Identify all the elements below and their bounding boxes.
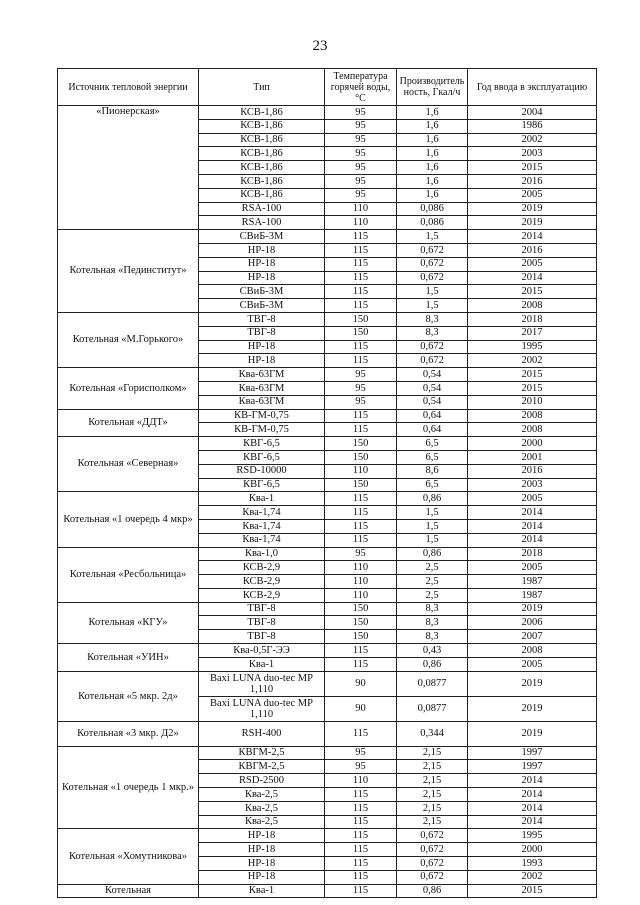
table-row (58, 437, 597, 451)
year-cell: 2019 (468, 202, 597, 216)
year-cell: 2010 (468, 395, 597, 409)
type-cell: Ква-1,0 (199, 547, 325, 561)
capacity-cell: 8,3 (397, 616, 468, 630)
type-cell: Ква-1 (199, 884, 325, 898)
type-cell: СВиБ-3М (199, 299, 325, 313)
year-cell: 2004 (468, 106, 597, 120)
temp-cell: 115 (325, 644, 397, 658)
source-cell: Котельная (58, 884, 199, 898)
source-cell: Котельная «КГУ» (58, 602, 199, 643)
year-cell: 1997 (468, 746, 597, 760)
temp-cell: 95 (325, 381, 397, 395)
capacity-cell: 2,5 (397, 588, 468, 602)
temp-cell: 115 (325, 299, 397, 313)
type-cell: СВиБ-3М (199, 230, 325, 244)
type-cell: ТВГ-8 (199, 312, 325, 326)
year-cell: 2015 (468, 285, 597, 299)
temp-cell: 115 (325, 884, 397, 898)
capacity-cell: 0,086 (397, 216, 468, 230)
year-cell: 2014 (468, 815, 597, 829)
header-capacity: Производитель ность, Гкал/ч (397, 69, 468, 106)
type-cell: Ква-1 (199, 657, 325, 671)
type-cell: КВГ-6,5 (199, 437, 325, 451)
table-row (58, 230, 597, 244)
type-cell: КВГ-6,5 (199, 450, 325, 464)
type-cell: НР-18 (199, 857, 325, 871)
type-cell: КСВ-1,86 (199, 174, 325, 188)
capacity-cell: 1,5 (397, 506, 468, 520)
header-type: Тип (199, 69, 325, 106)
year-cell: 2005 (468, 257, 597, 271)
temp-cell: 90 (325, 671, 397, 696)
source-cell: Котельная «1 очередь 1 мкр.» (58, 746, 199, 829)
year-cell: 2005 (468, 561, 597, 575)
temp-cell: 95 (325, 133, 397, 147)
capacity-cell: 1,5 (397, 230, 468, 244)
temp-cell: 150 (325, 616, 397, 630)
type-cell: Ква-1,74 (199, 519, 325, 533)
capacity-cell: 0,344 (397, 721, 468, 746)
year-cell: 2015 (468, 381, 597, 395)
capacity-cell: 0,672 (397, 843, 468, 857)
capacity-cell: 0,672 (397, 829, 468, 843)
capacity-cell: 1,6 (397, 161, 468, 175)
temp-cell: 115 (325, 857, 397, 871)
year-cell: 2008 (468, 299, 597, 313)
year-cell: 2019 (468, 696, 597, 721)
type-cell: ТВГ-8 (199, 602, 325, 616)
temp-cell: 95 (325, 746, 397, 760)
type-cell: КСВ-1,86 (199, 133, 325, 147)
capacity-cell: 2,15 (397, 774, 468, 788)
source-cell: Котельная «5 мкр. 2д» (58, 671, 199, 721)
type-cell: Ква-1 (199, 492, 325, 506)
temp-cell: 115 (325, 354, 397, 368)
source-cell: Котельная «3 мкр. Д2» (58, 721, 199, 746)
capacity-cell: 8,3 (397, 630, 468, 644)
year-cell: 2016 (468, 174, 597, 188)
temp-cell: 115 (325, 257, 397, 271)
type-cell: КВГМ-2,5 (199, 746, 325, 760)
capacity-cell: 0,64 (397, 409, 468, 423)
temp-cell: 115 (325, 285, 397, 299)
temp-cell: 95 (325, 188, 397, 202)
table-row (58, 312, 597, 326)
year-cell: 1987 (468, 588, 597, 602)
type-cell: RSD-10000 (199, 464, 325, 478)
capacity-cell: 2,15 (397, 815, 468, 829)
type-cell: Baxi LUNA duo-tec MP 1,110 (199, 696, 325, 721)
year-cell: 1986 (468, 119, 597, 133)
year-cell: 2008 (468, 423, 597, 437)
type-cell: КСВ-1,86 (199, 119, 325, 133)
type-cell: Ква-1,74 (199, 506, 325, 520)
table-row (58, 547, 597, 561)
table-row (58, 671, 597, 696)
capacity-cell: 1,5 (397, 299, 468, 313)
table-row (58, 106, 597, 120)
table-row (58, 644, 597, 658)
year-cell: 2014 (468, 230, 597, 244)
temp-cell: 110 (325, 774, 397, 788)
temp-cell: 150 (325, 312, 397, 326)
temp-cell: 95 (325, 106, 397, 120)
table-row (58, 368, 597, 382)
type-cell: RSA-100 (199, 216, 325, 230)
capacity-cell: 0,64 (397, 423, 468, 437)
type-cell: НР-18 (199, 243, 325, 257)
year-cell: 2017 (468, 326, 597, 340)
capacity-cell: 0,86 (397, 884, 468, 898)
year-cell: 2002 (468, 133, 597, 147)
type-cell: ТВГ-8 (199, 326, 325, 340)
capacity-cell: 0,86 (397, 492, 468, 506)
table-row (58, 602, 597, 616)
source-cell: Котельная «М.Горького» (58, 312, 199, 367)
table-row (58, 492, 597, 506)
temp-cell: 115 (325, 721, 397, 746)
type-cell: ТВГ-8 (199, 616, 325, 630)
temp-cell: 115 (325, 657, 397, 671)
year-cell: 2019 (468, 602, 597, 616)
year-cell: 2014 (468, 774, 597, 788)
temp-cell: 115 (325, 271, 397, 285)
capacity-cell: 8,3 (397, 602, 468, 616)
type-cell: КВГМ-2,5 (199, 760, 325, 774)
header-source: Источник тепловой энергии (58, 69, 199, 106)
temp-cell: 95 (325, 119, 397, 133)
capacity-cell: 0,672 (397, 257, 468, 271)
year-cell: 2014 (468, 506, 597, 520)
type-cell: RSD-2500 (199, 774, 325, 788)
capacity-cell: 0,672 (397, 870, 468, 884)
temp-cell: 115 (325, 243, 397, 257)
year-cell: 2015 (468, 368, 597, 382)
capacity-cell: 6,5 (397, 437, 468, 451)
capacity-cell: 0,086 (397, 202, 468, 216)
year-cell: 1993 (468, 857, 597, 871)
boiler-equipment-table (57, 68, 597, 898)
temp-cell: 95 (325, 395, 397, 409)
type-cell: НР-18 (199, 354, 325, 368)
capacity-cell: 1,5 (397, 285, 468, 299)
year-cell: 2003 (468, 147, 597, 161)
capacity-cell: 1,5 (397, 533, 468, 547)
capacity-cell: 6,5 (397, 450, 468, 464)
year-cell: 2003 (468, 478, 597, 492)
year-cell: 2005 (468, 492, 597, 506)
capacity-cell: 2,15 (397, 801, 468, 815)
type-cell: КСВ-1,86 (199, 161, 325, 175)
capacity-cell: 0,54 (397, 395, 468, 409)
year-cell: 2019 (468, 721, 597, 746)
capacity-cell: 2,5 (397, 561, 468, 575)
year-cell: 2008 (468, 644, 597, 658)
temp-cell: 110 (325, 575, 397, 589)
source-cell: Котельная «Горисполком» (58, 368, 199, 409)
table-row (58, 721, 597, 746)
type-cell: Ква-1,74 (199, 533, 325, 547)
type-cell: ТВГ-8 (199, 630, 325, 644)
capacity-cell: 2,5 (397, 575, 468, 589)
year-cell: 2016 (468, 464, 597, 478)
temp-cell: 110 (325, 588, 397, 602)
capacity-cell: 0,0877 (397, 671, 468, 696)
type-cell: КСВ-2,9 (199, 588, 325, 602)
capacity-cell: 2,15 (397, 760, 468, 774)
temp-cell: 115 (325, 533, 397, 547)
temp-cell: 110 (325, 216, 397, 230)
type-cell: Baxi LUNA duo-tec MP 1,110 (199, 671, 325, 696)
source-cell: Котельная «Ресбольница» (58, 547, 199, 602)
capacity-cell: 8,3 (397, 312, 468, 326)
temp-cell: 110 (325, 464, 397, 478)
temp-cell: 115 (325, 423, 397, 437)
year-cell: 2015 (468, 884, 597, 898)
year-cell: 2000 (468, 437, 597, 451)
temp-cell: 150 (325, 602, 397, 616)
temp-cell: 95 (325, 174, 397, 188)
type-cell: КСВ-1,86 (199, 147, 325, 161)
type-cell: СВиБ-3М (199, 285, 325, 299)
capacity-cell: 2,15 (397, 746, 468, 760)
year-cell: 2006 (468, 616, 597, 630)
year-cell: 2001 (468, 450, 597, 464)
type-cell: Ква-0,5Г-ЭЭ (199, 644, 325, 658)
table-body (58, 106, 597, 898)
table-row (58, 409, 597, 423)
year-cell: 2007 (468, 630, 597, 644)
year-cell: 1995 (468, 829, 597, 843)
temp-cell: 150 (325, 478, 397, 492)
capacity-cell: 1,6 (397, 119, 468, 133)
temp-cell: 115 (325, 829, 397, 843)
temp-cell: 115 (325, 492, 397, 506)
temp-cell: 95 (325, 368, 397, 382)
type-cell: КВГ-6,5 (199, 478, 325, 492)
capacity-cell: 0,54 (397, 368, 468, 382)
capacity-cell: 1,6 (397, 106, 468, 120)
year-cell: 2014 (468, 533, 597, 547)
temp-cell: 115 (325, 815, 397, 829)
type-cell: Ква-2,5 (199, 788, 325, 802)
source-cell: Котельная «ДДТ» (58, 409, 199, 437)
capacity-cell: 1,6 (397, 174, 468, 188)
capacity-cell: 6,5 (397, 478, 468, 492)
source-cell: «Пионерская» (58, 106, 199, 230)
year-cell: 2002 (468, 354, 597, 368)
header-year: Год ввода в эксплуатацию (468, 69, 597, 106)
temp-cell: 95 (325, 161, 397, 175)
temp-cell: 115 (325, 340, 397, 354)
type-cell: НР-18 (199, 340, 325, 354)
year-cell: 2002 (468, 870, 597, 884)
capacity-cell: 0,672 (397, 857, 468, 871)
capacity-cell: 1,6 (397, 147, 468, 161)
type-cell: Ква-63ГМ (199, 368, 325, 382)
temp-cell: 95 (325, 760, 397, 774)
table-row (58, 746, 597, 760)
type-cell: КВ-ГМ-0,75 (199, 409, 325, 423)
temp-cell: 110 (325, 561, 397, 575)
capacity-cell: 0,672 (397, 354, 468, 368)
temp-cell: 150 (325, 450, 397, 464)
type-cell: НР-18 (199, 829, 325, 843)
temp-cell: 115 (325, 230, 397, 244)
page-number: 23 (312, 38, 328, 54)
temp-cell: 115 (325, 788, 397, 802)
temp-cell: 95 (325, 147, 397, 161)
header-temperature: Температура горячей воды, °С (325, 69, 397, 106)
type-cell: НР-18 (199, 271, 325, 285)
capacity-cell: 0,0877 (397, 696, 468, 721)
type-cell: RSA-100 (199, 202, 325, 216)
capacity-cell: 1,6 (397, 188, 468, 202)
year-cell: 2018 (468, 312, 597, 326)
temp-cell: 115 (325, 409, 397, 423)
capacity-cell: 0,43 (397, 644, 468, 658)
capacity-cell: 0,672 (397, 271, 468, 285)
type-cell: КСВ-2,9 (199, 561, 325, 575)
year-cell: 2014 (468, 271, 597, 285)
type-cell: НР-18 (199, 257, 325, 271)
source-cell: Котельная «Северная» (58, 437, 199, 492)
year-cell: 2000 (468, 843, 597, 857)
year-cell: 1995 (468, 340, 597, 354)
capacity-cell: 0,672 (397, 340, 468, 354)
type-cell: КВ-ГМ-0,75 (199, 423, 325, 437)
table-row (58, 884, 597, 898)
table-row (58, 829, 597, 843)
capacity-cell: 2,15 (397, 788, 468, 802)
table-header-row (58, 69, 597, 106)
year-cell: 2014 (468, 519, 597, 533)
type-cell: КСВ-1,86 (199, 188, 325, 202)
temp-cell: 110 (325, 202, 397, 216)
temp-cell: 150 (325, 630, 397, 644)
year-cell: 2019 (468, 671, 597, 696)
year-cell: 2015 (468, 161, 597, 175)
temp-cell: 115 (325, 519, 397, 533)
capacity-cell: 1,5 (397, 519, 468, 533)
temp-cell: 150 (325, 437, 397, 451)
type-cell: НР-18 (199, 843, 325, 857)
type-cell: КСВ-2,9 (199, 575, 325, 589)
type-cell: Ква-2,5 (199, 801, 325, 815)
source-cell: Котельная «Пединститут» (58, 230, 199, 313)
temp-cell: 90 (325, 696, 397, 721)
capacity-cell: 1,6 (397, 133, 468, 147)
type-cell: Ква-2,5 (199, 815, 325, 829)
type-cell: НР-18 (199, 870, 325, 884)
year-cell: 1987 (468, 575, 597, 589)
type-cell: Ква-63ГМ (199, 381, 325, 395)
temp-cell: 115 (325, 506, 397, 520)
capacity-cell: 8,6 (397, 464, 468, 478)
source-cell: Котельная «Хомутникова» (58, 829, 199, 884)
type-cell: RSH-400 (199, 721, 325, 746)
temp-cell: 115 (325, 843, 397, 857)
year-cell: 2014 (468, 788, 597, 802)
temp-cell: 115 (325, 870, 397, 884)
year-cell: 2005 (468, 657, 597, 671)
year-cell: 2008 (468, 409, 597, 423)
year-cell: 2019 (468, 216, 597, 230)
year-cell: 2014 (468, 801, 597, 815)
capacity-cell: 0,54 (397, 381, 468, 395)
capacity-cell: 0,86 (397, 657, 468, 671)
temp-cell: 115 (325, 801, 397, 815)
temp-cell: 95 (325, 547, 397, 561)
year-cell: 2005 (468, 188, 597, 202)
source-cell: Котельная «1 очередь 4 мкр» (58, 492, 199, 547)
capacity-cell: 8,3 (397, 326, 468, 340)
temp-cell: 150 (325, 326, 397, 340)
year-cell: 1997 (468, 760, 597, 774)
type-cell: Ква-63ГМ (199, 395, 325, 409)
capacity-cell: 0,672 (397, 243, 468, 257)
capacity-cell: 0,86 (397, 547, 468, 561)
year-cell: 2016 (468, 243, 597, 257)
type-cell: КСВ-1,86 (199, 106, 325, 120)
source-cell: Котельная «УИН» (58, 644, 199, 672)
year-cell: 2018 (468, 547, 597, 561)
